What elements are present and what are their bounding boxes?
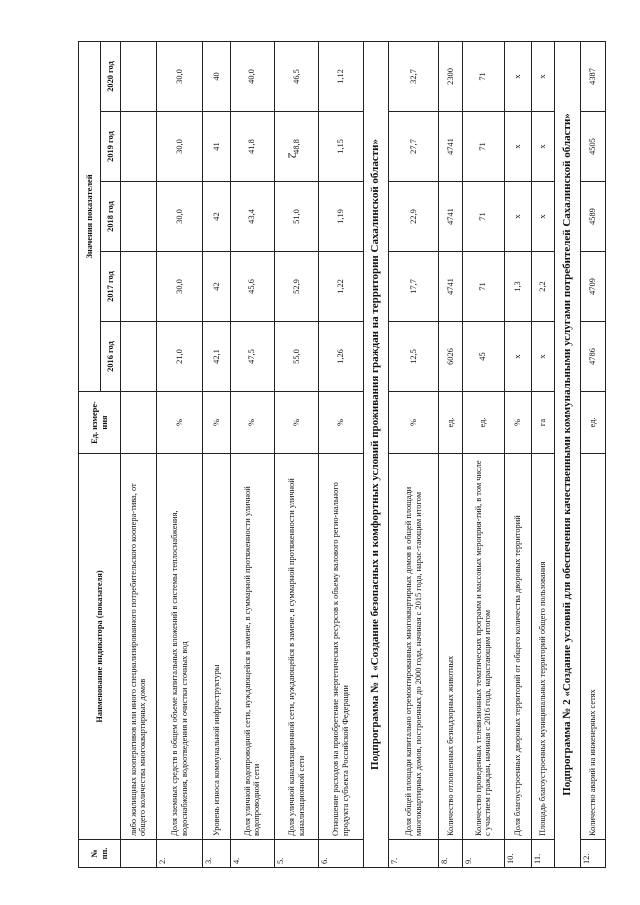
value-cell: 30,0 [156,112,202,182]
value-cell: 21,0 [156,322,202,392]
value-cell: 1,15 [319,112,363,182]
table-row [504,41,531,867]
value-cell: 55,0 [274,322,318,392]
unit-cell: га [532,392,555,454]
value-cell: 41 [203,112,230,182]
table-row [156,41,202,867]
row-number: 10. [504,840,531,868]
value-cell: 40,0 [230,41,274,111]
row-number: 4. [230,840,274,868]
value-cell: 42 [203,182,230,252]
unit-cell: % [388,392,439,454]
value-cell: х [532,41,555,111]
row-number: 6. [319,840,363,868]
table-row [230,41,274,867]
value-cell: 71 [462,252,504,322]
table-row [121,41,157,867]
value-cell: 17,7 [388,252,439,322]
value-cell [121,112,157,182]
header-unit: Ед. измере-ния [79,392,121,454]
value-cell: 48,8 [274,112,318,182]
header-year: 2020 год [101,41,121,111]
subprogram-1-heading: Подпрограмма № 1 «Создание безопасных и комфортных условий проживания граждан на территории Сахалинской области» [363,41,388,867]
header-year: 2017 год [101,252,121,322]
indicator-name: Отношение расходов на приобретение энергетических ресурсов к объему валового регио-нального продукта субъекта Российской Федерации [319,454,363,840]
value-cell: 1,19 [319,182,363,252]
value-cell: 42 [203,252,230,322]
value-cell: 6026 [439,322,462,392]
value-cell: 1,12 [319,41,363,111]
indicator-name: Доля заемных средств в общем объеме капитальных вложений в системы теплоснабжения, водоснабжения, водоотведения и очистки сточных вод [156,454,202,840]
value-cell: 22,9 [388,182,439,252]
header-num: № пп. [79,840,121,868]
indicator-name: Доля общей площади капитально отремонтированных многоквартирных домов в общей площади многоквартирных домов, построенных до 2000 года, начиная с 2015 года, нарас-тающим итогом [388,454,439,840]
value-cell: 12,5 [388,322,439,392]
value-cell: х [504,112,531,182]
table-row [462,41,504,867]
value-cell: 43,4 [230,182,274,252]
value-cell: 46,5 [274,41,318,111]
value-cell: 30,0 [156,182,202,252]
unit-cell: ед. [580,392,605,454]
page-number: 2 [285,152,300,159]
table-row [319,41,363,867]
value-cell: 47,5 [230,322,274,392]
value-cell: 40 [203,41,230,111]
value-cell: 1,3 [504,252,531,322]
indicator-name: Количество проведенных телевизионных тематических программ и массовых мероприя-тий, в том числе с участием граждан, начиная с 2016 года, нарастающим итогом [462,454,504,840]
row-number [121,840,157,868]
value-cell: 71 [462,112,504,182]
value-cell: 4505 [580,112,605,182]
row-number: 8. [439,840,462,868]
value-cell [121,322,157,392]
header-year: 2019 год [101,112,121,182]
value-cell: 4387 [580,41,605,111]
value-cell: 1,22 [319,252,363,322]
header-year: 2016 год [101,322,121,392]
indicator-name: Площадь благоустроенных муниципальных территорий общего пользования [532,454,555,840]
subprogram-2-heading: Подпрограмма № 2 «Создание условий для обеспечения качественными коммунальными услугами потребителей Сахалинской области» [555,41,580,867]
value-cell: 2,2 [532,252,555,322]
row-number: 3. [203,840,230,868]
unit-cell: % [203,392,230,454]
table-row [274,41,318,867]
value-cell: 32,7 [388,41,439,111]
header-year: 2018 год [101,182,121,252]
row-number: 11. [532,840,555,868]
indicator-name: Доля уличной канализационной сети, нуждающейся в замене, в суммарной протяженности уличной канализационной сети [274,454,318,840]
indicator-name: Количество аварий на инженерных сетях [580,454,605,840]
value-cell: 51,0 [274,182,318,252]
value-cell: 4786 [580,322,605,392]
value-cell: 4709 [580,252,605,322]
value-cell: 42,1 [203,322,230,392]
header-name: Наименование индикатора (показателя) [79,454,121,840]
value-cell [121,41,157,111]
value-cell: 2300 [439,41,462,111]
table-row [388,41,439,867]
value-cell: 4741 [439,112,462,182]
value-cell: х [532,322,555,392]
value-cell: 41,8 [230,112,274,182]
value-cell: 45,6 [230,252,274,322]
value-cell: 4589 [580,182,605,252]
unit-cell [121,392,157,454]
value-cell [121,252,157,322]
table-row [203,41,230,867]
value-cell: 1,26 [319,322,363,392]
value-cell: 4741 [439,182,462,252]
value-cell: х [532,182,555,252]
value-cell [121,182,157,252]
row-number: 7. [388,840,439,868]
row-number: 2. [156,840,202,868]
unit-cell: % [274,392,318,454]
value-cell: 30,0 [156,252,202,322]
indicator-name: Количество отловленных безнадзорных животных [439,454,462,840]
value-cell: х [532,112,555,182]
value-cell: 27,7 [388,112,439,182]
value-cell: 45 [462,322,504,392]
unit-cell: % [319,392,363,454]
indicator-name: либо жилищных кооперативов или иного специализированного потребительского коопера-тива, от общего количества многоквартирных домов [121,454,157,840]
value-cell: х [504,41,531,111]
value-cell: 4741 [439,252,462,322]
table-row [439,41,462,867]
row-number: 9. [462,840,504,868]
value-cell: 71 [462,182,504,252]
indicator-name: Доля благоустроенных дворовых территорий от общего количества дворовых территорий [504,454,531,840]
row-number: 12. [580,840,605,868]
value-cell: х [504,322,531,392]
table-row [580,41,605,867]
indicator-table [78,41,606,868]
row-number: 5. [274,840,318,868]
value-cell: 52,9 [274,252,318,322]
table-row [532,41,555,867]
unit-cell: ед. [462,392,504,454]
value-cell: 30,0 [156,41,202,111]
header-values: Значения показателей [79,41,101,391]
unit-cell: % [230,392,274,454]
unit-cell: % [504,392,531,454]
unit-cell: % [156,392,202,454]
value-cell: х [504,182,531,252]
indicator-table-container [78,42,606,868]
unit-cell: ед. [439,392,462,454]
value-cell: 71 [462,41,504,111]
indicator-name: Уровень износа коммунальной инфраструктуры [203,454,230,840]
indicator-name: Доля уличной водопроводной сети, нуждающейся в замене, в суммарной протяженности уличной водопроводной сети [230,454,274,840]
